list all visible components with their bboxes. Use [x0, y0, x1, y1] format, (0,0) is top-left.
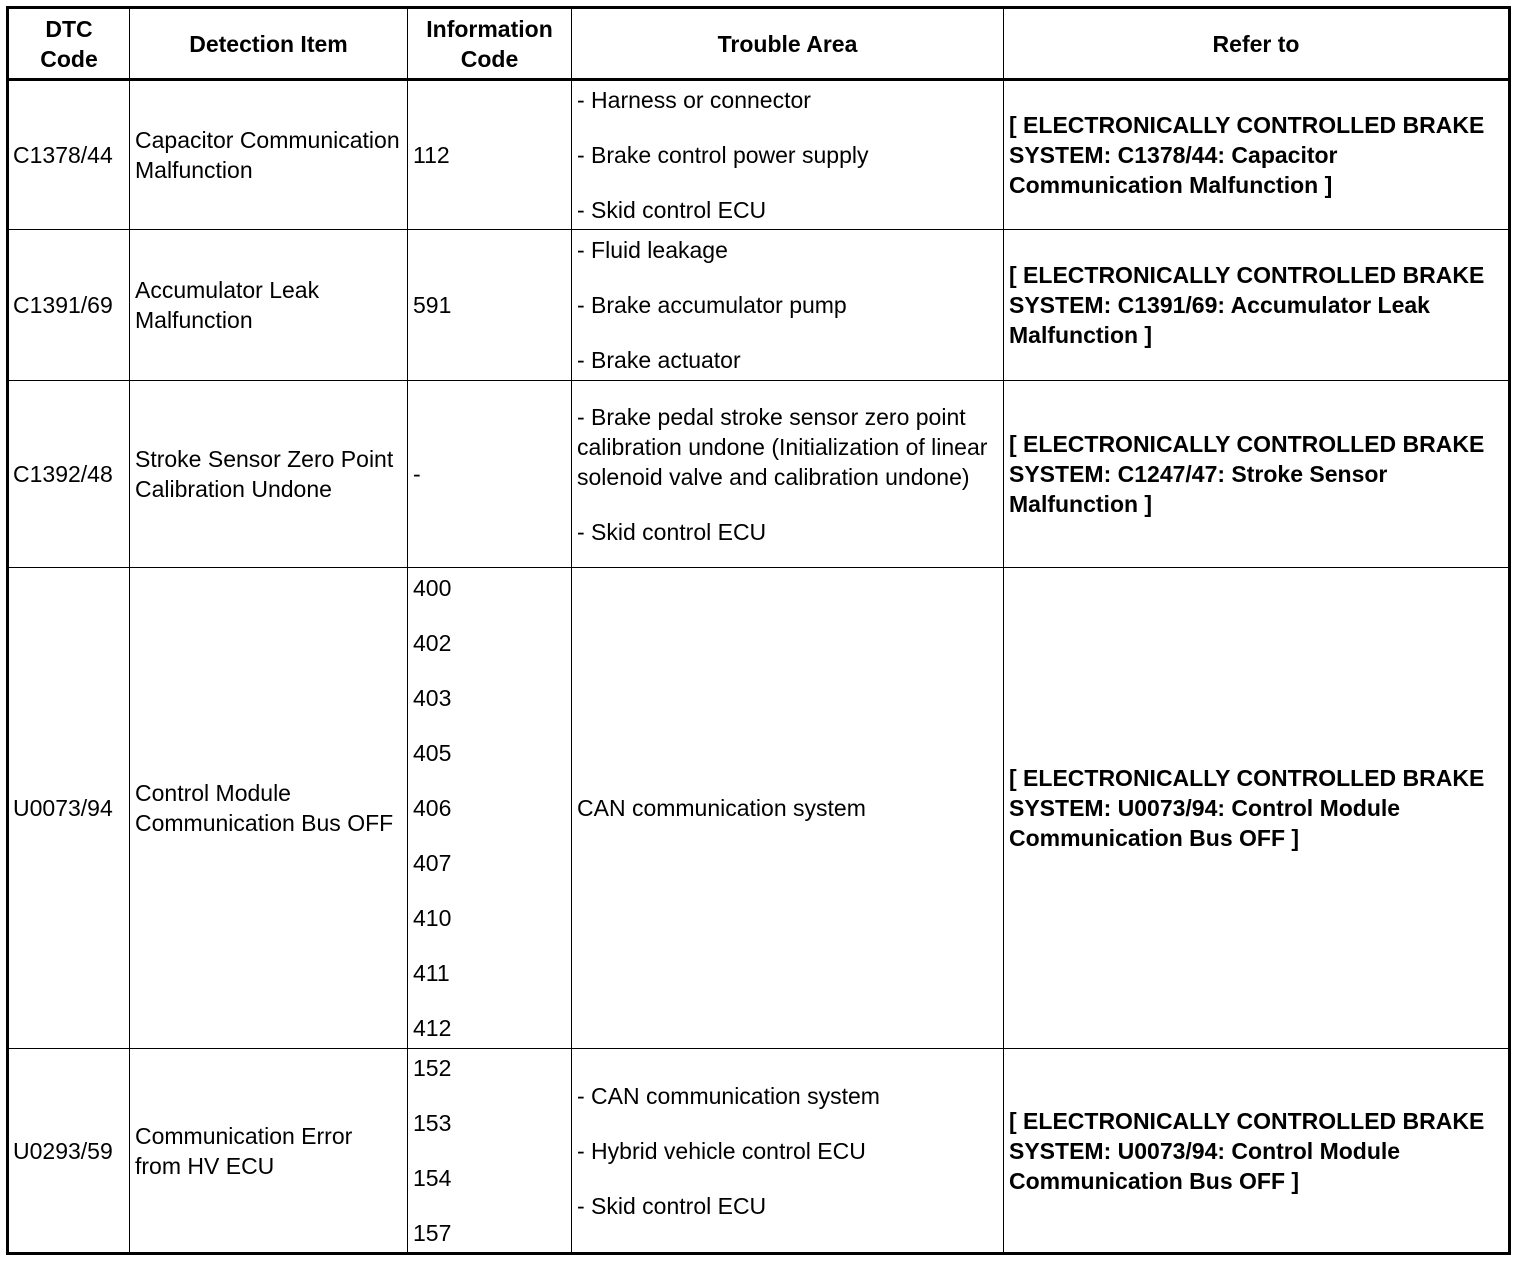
trouble-area-item: - Brake control power supply — [577, 142, 869, 168]
header-detection-item: Detection Item — [130, 8, 408, 80]
information-code: 402 — [413, 630, 452, 656]
table-row — [8, 1049, 1510, 1254]
information-code-cell — [408, 381, 572, 568]
information-code-cell — [408, 1049, 572, 1254]
dtc-code-cell: C1378/44 — [8, 80, 130, 230]
refer-to-link[interactable]: [ ELECTRONICALLY CONTROLLED BRAKE SYSTEM: U0073/94: Control Module Communication Bus OFF ] — [1004, 1049, 1510, 1254]
table-row — [8, 230, 1510, 381]
table-row — [8, 80, 1510, 230]
header-information-code: Information Code — [408, 8, 572, 80]
dtc-code-cell: U0293/59 — [8, 1049, 130, 1254]
information-code: 591 — [413, 292, 452, 318]
table-row — [8, 568, 1510, 1049]
information-code-cell — [408, 80, 572, 230]
dtc-code-cell: U0073/94 — [8, 568, 130, 1049]
information-code: 407 — [413, 850, 452, 876]
trouble-area-item: - Brake pedal stroke sensor zero point calibration undone (Initialization of linear solenoid valve and calibration undone) — [577, 403, 988, 490]
trouble-area-item: - Hybrid vehicle control ECU — [577, 1137, 866, 1164]
header-row — [8, 8, 1510, 80]
dtc-code-cell: C1391/69 — [8, 230, 130, 381]
trouble-area-item: - Fluid leakage — [577, 237, 728, 263]
information-code: - — [413, 461, 421, 487]
information-code: 405 — [413, 740, 452, 766]
information-code: 153 — [413, 1110, 452, 1136]
refer-to-link[interactable]: [ ELECTRONICALLY CONTROLLED BRAKE SYSTEM: C1247/47: Stroke Sensor Malfunction ] — [1004, 381, 1510, 568]
header-trouble-area: Trouble Area — [572, 8, 1004, 80]
trouble-area-item: - Harness or connector — [577, 87, 811, 113]
information-code: 152 — [413, 1055, 452, 1081]
information-code: 154 — [413, 1165, 452, 1191]
information-code: 412 — [413, 1015, 452, 1041]
detection-item-cell: Communication Error from HV ECU — [130, 1049, 408, 1254]
refer-to-link[interactable]: [ ELECTRONICALLY CONTROLLED BRAKE SYSTEM: C1378/44: Capacitor Communication Malfunction ] — [1004, 80, 1510, 230]
information-code: 112 — [413, 142, 450, 168]
detection-item-cell: Accumulator Leak Malfunction — [130, 230, 408, 381]
trouble-area-item: - Brake actuator — [577, 347, 741, 373]
information-code: 157 — [413, 1220, 452, 1246]
information-code: 410 — [413, 905, 452, 931]
dtc-code-cell: C1392/48 — [8, 381, 130, 568]
information-code: 400 — [413, 575, 452, 601]
information-code: 411 — [413, 960, 450, 986]
table-row — [8, 381, 1510, 568]
refer-to-link[interactable]: [ ELECTRONICALLY CONTROLLED BRAKE SYSTEM: C1391/69: Accumulator Leak Malfunction ] — [1004, 230, 1510, 381]
trouble-area-item: - Brake accumulator pump — [577, 292, 847, 318]
trouble-area-cell — [572, 381, 1004, 568]
refer-to-link[interactable]: [ ELECTRONICALLY CONTROLLED BRAKE SYSTEM: U0073/94: Control Module Communication Bus OFF ] — [1004, 568, 1510, 1049]
header-dtc-code: DTC Code — [8, 8, 130, 80]
dtc-table — [6, 6, 1511, 1255]
trouble-area-item: - Skid control ECU — [577, 518, 767, 545]
information-code: 406 — [413, 795, 452, 821]
trouble-area-cell — [572, 80, 1004, 230]
trouble-area-item: - CAN communication system — [577, 1082, 880, 1109]
information-code-cell — [408, 568, 572, 1049]
information-code-cell — [408, 230, 572, 381]
trouble-area-item: CAN communication system — [577, 795, 866, 821]
detection-item-cell: Capacitor Communication Malfunction — [130, 80, 408, 230]
detection-item-cell: Control Module Communication Bus OFF — [130, 568, 408, 1049]
header-refer-to: Refer to — [1004, 8, 1510, 80]
detection-item-cell: Stroke Sensor Zero Point Calibration Undone — [130, 381, 408, 568]
trouble-area-item: - Skid control ECU — [577, 197, 767, 223]
trouble-area-cell — [572, 568, 1004, 1049]
trouble-area-cell — [572, 1049, 1004, 1254]
trouble-area-item: - Skid control ECU — [577, 1192, 767, 1219]
information-code: 403 — [413, 685, 452, 711]
trouble-area-cell — [572, 230, 1004, 381]
